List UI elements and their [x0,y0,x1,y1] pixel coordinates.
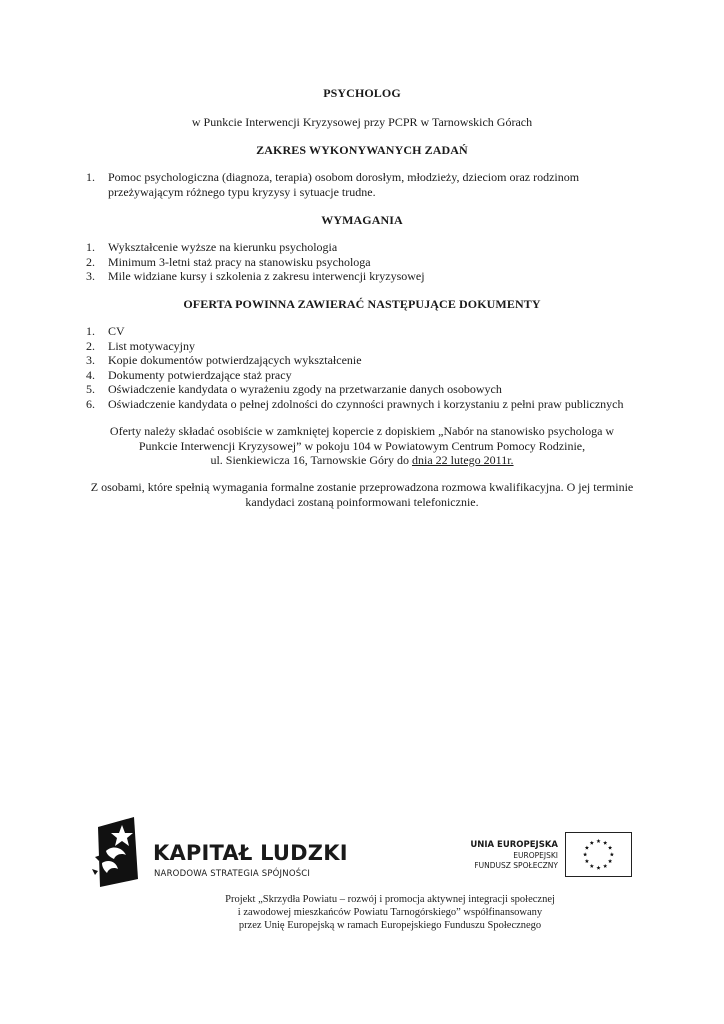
eu-star-icon [596,839,600,843]
eu-star-icon [590,841,594,845]
list-item-text: Mile widziane kursy i szkolenia z zakresu interwencji kryzysowej [108,269,425,283]
list-item [86,324,646,339]
eu-star-icon [585,846,589,850]
kapital-ludzki-emblem-icon [92,817,140,887]
submission-address: ul. Sienkiewicza 16, Tarnowskie Góry do [210,453,412,467]
eu-title: UNIA EUROPEJSKA [470,840,558,850]
eu-fund-line: FUNDUSZ SPOŁECZNY [474,861,558,870]
zakres-heading: ZAKRES WYKONYWANYCH ZADAŃ [256,143,468,157]
eu-fund-line: EUROPEJSKI [513,851,558,860]
kapital-ludzki-subtitle: NARODOWA STRATEGIA SPÓJNOŚCI [154,869,311,879]
list-item [86,240,646,255]
list-item-text: Wykształcenie wyższe na kierunku psychologia [108,240,338,254]
list-item-text: List motywacyjny [108,338,195,353]
eu-star-icon [583,852,587,856]
list-item-text: Minimum 3-letni staż pracy na stanowisku psychologa [108,254,371,269]
list-item [86,255,646,270]
submission-line: Oferty należy składać osobiście w zamkniętej kopercie z dopiskiem „Nabór na stanowisko psychologa w [109,424,615,438]
list-item-number: 2. [86,338,95,353]
list-item-number: 3. [86,353,95,367]
wymagania-list [86,240,646,284]
document-subtitle: w Punkcie Interwencji Kryzysowej przy PCPR w Tarnowskich Górach [191,115,533,129]
list-item-text: Oświadczenie kandydata o wyrażeniu zgody na przetwarzanie danych osobowych [108,382,502,396]
list-item-text: Oświadczenie kandydata o pełnej zdolności do czynności prawnych i korzystaniu z pełni praw publicznych [108,396,624,411]
eu-flag-icon [565,832,632,877]
list-item [86,397,646,412]
eu-star-icon [608,859,612,863]
kapital-ludzki-logo [92,817,348,887]
list-item [86,382,646,397]
list-item-text: Pomoc psychologiczna (diagnoza, terapia) osobom dorosłym, młodzieży, dzieciom oraz rodzinom przeżywającym różnego typu kryzysy i sytuacje trudne. [108,170,580,199]
list-item-text: Kopie dokumentów potwierdzających wykształcenie [108,353,362,367]
kapital-ludzki-title: KAPITAŁ LUDZKI [153,841,348,865]
submission-paragraph [90,424,634,468]
list-item-number: 1. [86,240,95,254]
eu-star-icon [608,846,612,850]
project-footnote-line: przez Unię Europejską w ramach Europejskiego Funduszu Społecznego [238,920,542,931]
eu-star-icon [590,864,594,868]
list-item [86,368,646,383]
eu-star-icon [603,841,607,845]
eu-star-icon [603,864,607,868]
eu-star-icon [585,859,589,863]
project-footnote [180,893,600,932]
zakres-list [86,170,646,199]
eu-logo-text [444,840,558,871]
list-item-number: 3. [86,269,95,283]
wymagania-heading: WYMAGANIA [321,213,403,227]
submission-deadline: dnia 22 lutego 2011r. [412,453,514,467]
list-item-number: 1. [86,324,95,338]
eu-star-icon [596,866,600,870]
list-item-number: 1. [86,170,95,184]
final-note: Z osobami, które spełnią wymagania formalne zostanie przeprowadzona rozmowa kwalifikacyjna. O jej terminie kandydaci zostaną poinformowani telefonicznie. [90,480,634,509]
list-item [86,353,646,368]
project-footnote-line: Projekt „Skrzydła Powiatu – rozwój i promocja aktywnej integracji społecznej [225,894,555,905]
submission-line: Punkcie Interwencji Kryzysowej” w pokoju 104 w Powiatowym Centrum Pomocy Rodzinie, [138,438,586,453]
oferta-list [86,324,646,411]
list-item-number: 6. [86,396,95,411]
list-item-number: 2. [86,254,95,269]
submission-line [90,453,634,468]
list-item [86,339,646,354]
list-item-text: CV [108,324,125,338]
list-item-text: Dokumenty potwierdzające staż pracy [108,367,292,382]
list-item [86,269,646,284]
document-title: PSYCHOLOG [323,86,401,100]
list-item-number: 5. [86,382,95,396]
oferta-heading: OFERTA POWINNA ZAWIERAĆ NASTĘPUJĄCE DOKUMENTY [183,297,541,311]
list-item-number: 4. [86,367,95,382]
list-item [86,170,646,199]
eu-star-icon [610,852,614,856]
project-footnote-line: i zawodowej mieszkańców Powiatu Tarnogórskiego” współfinansowany [237,907,543,918]
